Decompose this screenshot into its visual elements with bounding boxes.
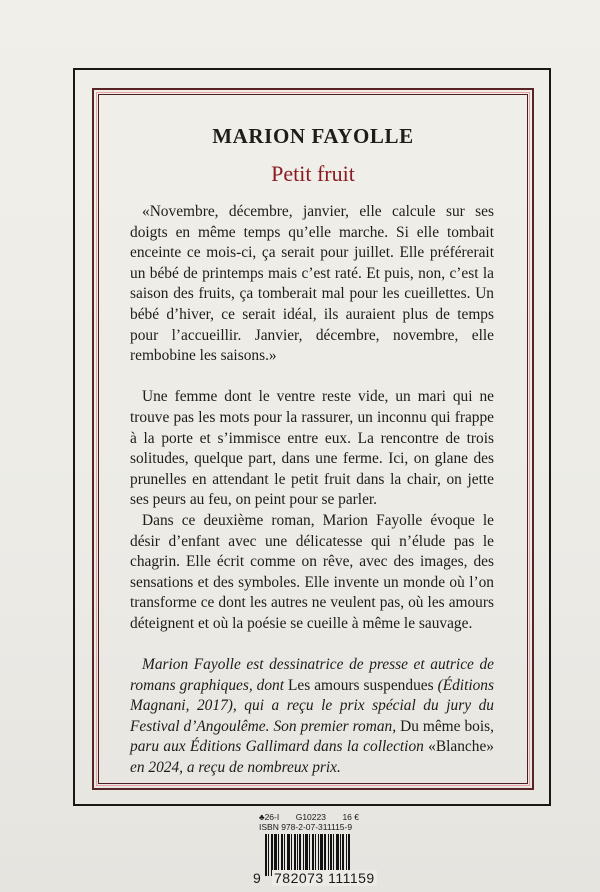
bio-text: , paru aux Éditions Gallimard dans la collection: [130, 717, 494, 756]
bio-text: en 2024, a reçu de nombreux prix.: [130, 759, 341, 777]
author-bio: [130, 655, 494, 779]
publisher-code: ♣26-I: [259, 812, 280, 822]
isbn: ISBN 978-2-07-311115-9: [259, 822, 353, 832]
bio-book-title-1: Les amours suspendues: [288, 676, 434, 694]
ean-first-digit: 9: [253, 870, 261, 886]
bio-book-title-2: Du même bois: [400, 717, 491, 735]
bio-collection: «Blanche»: [428, 738, 494, 756]
summary-paragraph-2: Dans ce deuxième roman, Marion Fayolle évoque le désir d’enfant avec une délicatesse qui n’élude pas le chagrin. Elle écrit comme on rêve, avec des images, des sensations et des symboles. Elle invente un monde où l’on transforme ce dont les autres ne veulent pas, où les amours déteignent et où la poésie se cueille à même le sauvage.: [130, 511, 494, 632]
excerpt-quote: «Novembre, décembre, janvier, elle calcule sur ses doigts en même temps qu’elle marche. Si elle tombait enceinte ce mois-ci, ça serait pour juillet. Elle préférerait un bébé de printemps mais c’est raté. Et puis, non, c’est la saison des fruits, ça tomberait mal pour les cueillettes. Un bébé d’hiver, ce serait idéal, ils auraient plus de temps pour l’accueillir. Janvier, décembre, novembre, elle rembobine les saisons.»: [130, 203, 494, 365]
book-title: Petit fruit: [271, 161, 355, 186]
author-name: MARION FAYOLLE: [212, 124, 414, 148]
ean-digits: 782073 111159: [274, 870, 375, 886]
price-row: [259, 812, 359, 822]
bio-text: (Éditions Magnani, 2017), qui a reçu le prix spécial du jury du Festival d’Angoulême. Son premier roman,: [130, 676, 494, 735]
catalog-number: G10223: [295, 812, 326, 822]
barcode-block: [253, 812, 375, 890]
bio-text: Marion Fayolle est dessinatrice de presse et autrice de romans graphiques, dont: [130, 656, 494, 694]
back-cover-text: [130, 202, 494, 779]
price: 16 €: [342, 812, 359, 822]
summary-paragraph-1: Une femme dont le ventre reste vide, un mari qui ne trouve pas les mots pour la rassurer, un inconnu qui frappe à la porte et s’immisce entre eux. La rencontre de trois solitudes, quelque part, dans une ferme. Ici, on glane des prunelles en attendant le petit fruit dans la chair, on jette ses peurs au feu, on peint pour se parler.: [130, 388, 494, 509]
gallimard-mark-icon: ♣: [259, 812, 265, 822]
